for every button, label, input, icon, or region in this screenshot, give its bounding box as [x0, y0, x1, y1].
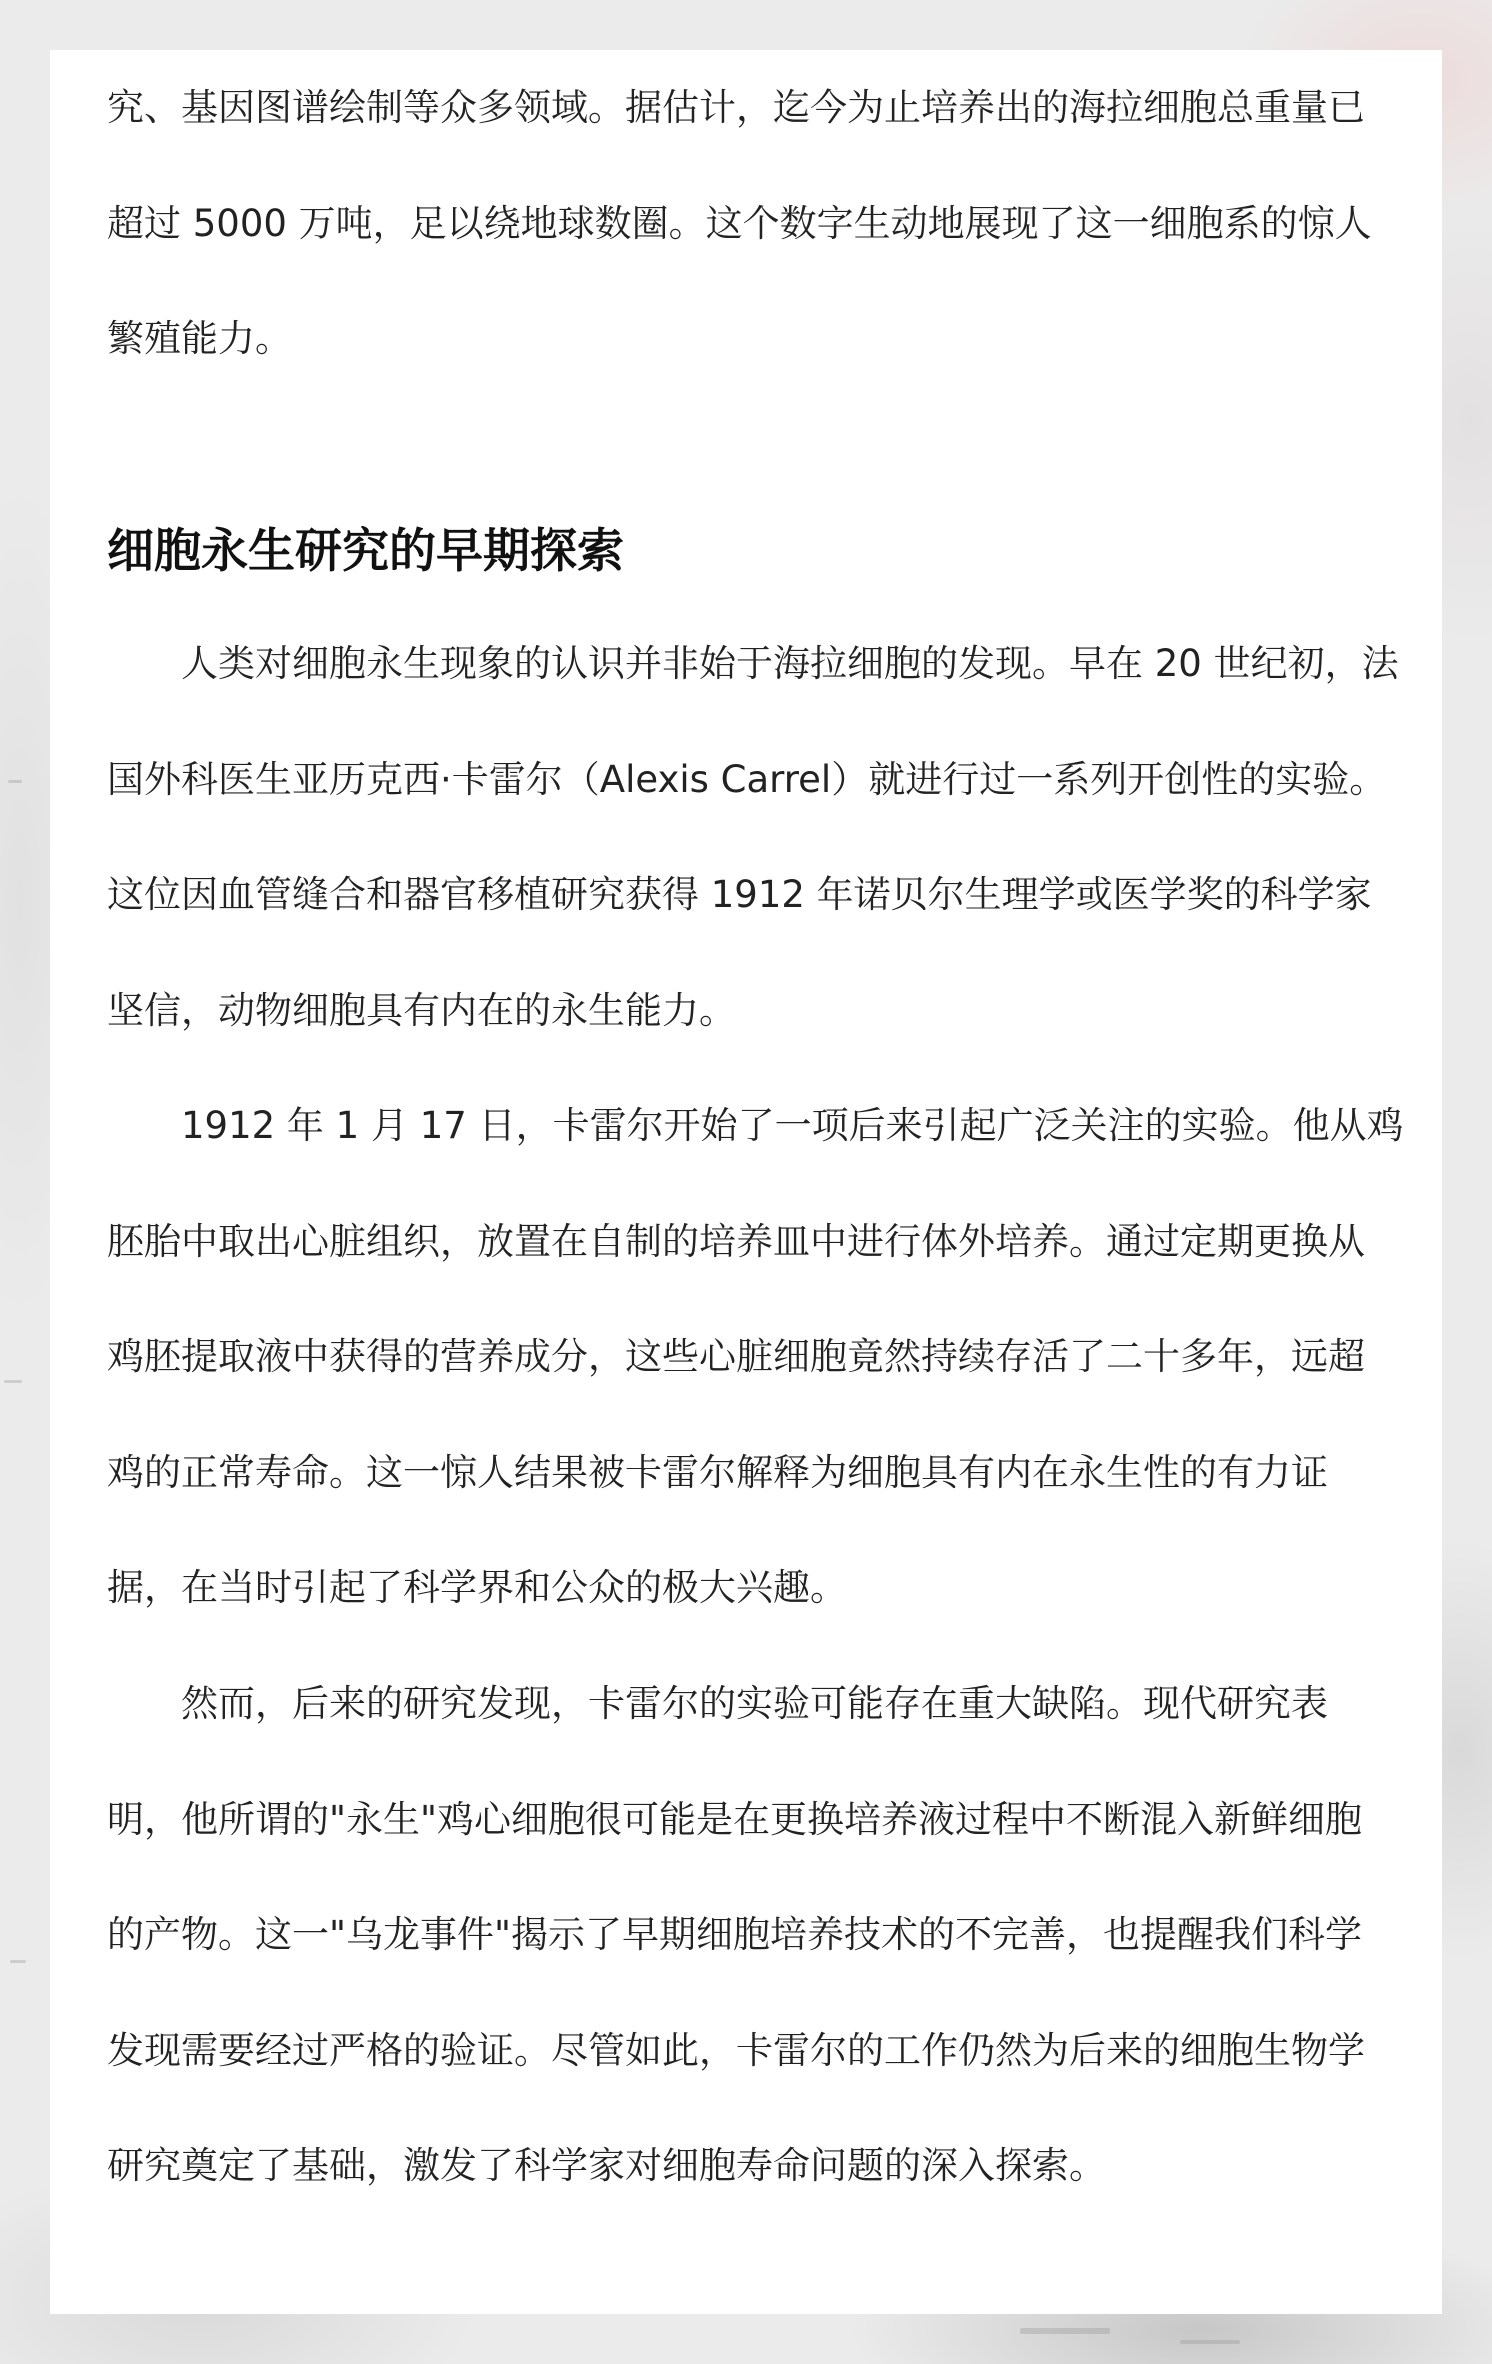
text-line: 繁殖能力。	[107, 317, 292, 360]
text-line: 1912 年 1 月 17 日，卡雷尔开始了一项后来引起广泛关注的实验。他从鸡	[181, 1104, 1404, 1147]
intro-paragraph	[107, 50, 1372, 397]
paragraph-2	[107, 1068, 1404, 1646]
text-line: 胚胎中取出心脏组织，放置在自制的培养皿中进行体外培养。通过定期更换从	[107, 1219, 1365, 1263]
text-line: 究、基因图谱绘制等众多领域。据估计，迄今为止培养出的海拉细胞总重量已	[107, 86, 1365, 129]
background-brush-stroke	[4, 1380, 22, 1383]
text-line: 坚信，动物细胞具有内在的永生能力。	[107, 988, 736, 1032]
text-line: 然而，后来的研究发现，卡雷尔的实验可能存在重大缺陷。现代研究表	[181, 1682, 1328, 1725]
text-line: 超过 5000 万吨，足以绕地球数圈。这个数字生动地展现了这一细胞系的惊人	[107, 201, 1372, 245]
text-line: 国外科医生亚历克西·卡雷尔（Alexis Carrel）就进行过一系列开创性的实验。	[107, 757, 1387, 801]
background-brush-stroke	[8, 780, 22, 783]
text-line: 这位因血管缝合和器官移植研究获得 1912 年诺贝尔生理学或医学奖的科学家	[107, 873, 1372, 916]
text-line: 的产物。这一"乌龙事件"揭示了早期细胞培养技术的不完善，也提醒我们科学	[107, 1913, 1363, 1956]
background-brush-stroke	[10, 1960, 26, 1963]
background-brush-stroke	[1020, 2328, 1110, 2334]
article-card	[50, 50, 1442, 2314]
text-line: 据，在当时引起了科学界和公众的极大兴趣。	[107, 1566, 847, 1609]
text-line: 鸡胚提取液中获得的营养成分，这些心脏细胞竟然持续存活了二十多年，远超	[107, 1335, 1365, 1378]
paragraph-3	[107, 1646, 1365, 2224]
text-line: 明，他所谓的"永生"鸡心细胞很可能是在更换培养液过程中不断混入新鲜细胞	[107, 1797, 1363, 1841]
paragraph-1	[107, 606, 1399, 1068]
text-line: 鸡的正常寿命。这一惊人结果被卡雷尔解释为细胞具有内在永生性的有力证	[107, 1450, 1328, 1494]
text-line: 发现需要经过严格的验证。尽管如此，卡雷尔的工作仍然为后来的细胞生物学	[107, 2028, 1365, 2072]
text-line: 研究奠定了基础，激发了科学家对细胞寿命问题的深入探索。	[107, 2144, 1106, 2187]
text-line: 人类对细胞永生现象的认识并非始于海拉细胞的发现。早在 20 世纪初，法	[181, 642, 1399, 685]
background-brush-stroke	[1180, 2340, 1240, 2344]
section-title: 细胞永生研究的早期探索	[107, 524, 624, 579]
